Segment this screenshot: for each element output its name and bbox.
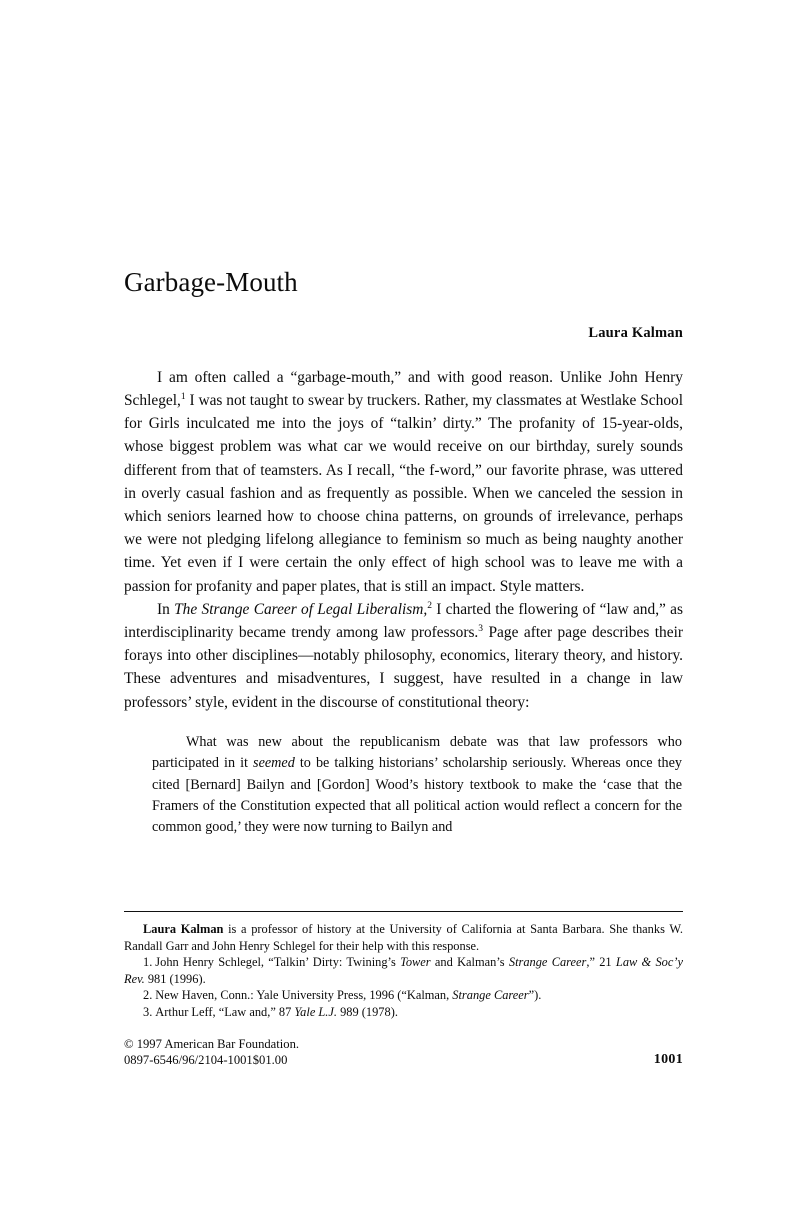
issn-line: 0897-6546/96/2104-1001$01.00 xyxy=(124,1053,288,1068)
footnote-reference-3[interactable]: 3 xyxy=(478,623,484,634)
footnote-3-part-2: 989 (1978). xyxy=(337,1004,398,1019)
footnote-1-part-3: ,” 21 xyxy=(586,955,616,970)
block-quotation xyxy=(124,732,683,839)
footnote-1-italic-3: Law & Soc’y Rev. xyxy=(124,955,683,986)
footnote-1-number: 1. xyxy=(143,955,153,970)
page-title: Garbage-Mouth xyxy=(124,267,298,297)
footnote-3 xyxy=(124,1004,683,1021)
author-credit-name: Laura Kalman xyxy=(143,922,224,936)
footnote-1-italic-2: Strange Career xyxy=(508,955,587,970)
footnote-1 xyxy=(124,954,683,987)
paragraph-2-text-part-3: Page after page describes their forays into other disciplines—notably philosophy, economics, literary theory, and history. These adventures and misadventures, I suggest, have resulted in a change in law professors’ style, evident in the discourse of constitutional theory: xyxy=(124,623,683,711)
footnote-3-number: 3. xyxy=(143,1004,153,1019)
paragraph-2-text-part-2: I charted the flowering of “law and,” as interdisciplinarity became trendy among law professors. xyxy=(124,600,683,641)
footnote-1-part-1: John Henry Schlegel, “Talkin’ Dirty: Twining’s xyxy=(155,955,401,970)
footnote-2-italic-1: Strange Career xyxy=(452,988,529,1003)
footnote-separator-rule xyxy=(124,911,683,912)
author-credit-note xyxy=(124,921,683,954)
paragraph-1-text-part-1: I am often called a “garbage-mouth,” and with good reason. Unlike John Henry Schlegel, xyxy=(124,368,683,409)
author-byline: Laura Kalman xyxy=(588,324,683,341)
footnote-2-part-1: New Haven, Conn.: Yale University Press, 1996 (“Kalman, xyxy=(155,988,453,1003)
page-number: 1001 xyxy=(653,1052,683,1067)
colophon-wrapper xyxy=(124,1036,683,1069)
blockquote-emphasis: seemed xyxy=(253,755,295,772)
body-paragraph-2 xyxy=(124,598,683,714)
book-title-italic: The Strange Career of Legal Liberalism, xyxy=(174,600,428,618)
footnote-1-part-2: and Kalman’s xyxy=(430,955,509,970)
blockquote-part-2: to be talking historians’ scholarship seriously. Whereas once they cited [Bernard] Bailyn and [Gordon] Wood’s history textbook to make the ‘case that the Framers of the Constitution expected that all political action would reflect a concern for the common good,’ they were now turning to Bailyn and xyxy=(152,755,682,836)
footnote-2-part-2: ”). xyxy=(528,988,542,1003)
footnote-reference-1[interactable]: 1 xyxy=(180,391,186,402)
paragraph-1-text-part-2: I was not taught to swear by truckers. Rather, my classmates at Westlake School for Girls inculcated me into the joys of “talkin’ dirty.” The profanity of 15-year-olds, whose biggest problem was what car we would receive on our birthday, surely sounds different from that of teamsters. As I recall, “the f-word,” our favorite phrase, was uttered in overly casual fashion and as frequently as possible. When we canceled the session in which seniors learned how to choose china patterns, on grounds of irrelevance, perhaps we were not pledging lifelong allegiance to feminism so much as being naughty another time. Yet even if I were certain the only effect of high school was to leave me with a passion for profanity and paper plates, that is still an impact. Style matters. xyxy=(124,391,683,595)
article-content xyxy=(124,0,683,839)
footnote-2 xyxy=(124,987,683,1004)
footnote-3-italic-1: Yale L.J. xyxy=(294,1004,337,1019)
body-paragraph-1 xyxy=(124,366,683,598)
footnote-1-italic-1: Tower xyxy=(400,955,431,970)
footnote-2-number: 2. xyxy=(143,988,153,1003)
footnotes-section xyxy=(124,921,683,1021)
footnote-reference-2[interactable]: 2 xyxy=(427,600,432,611)
colophon xyxy=(124,1036,683,1069)
footnote-1-part-4: 981 (1996). xyxy=(144,971,206,986)
footnote-3-part-1: Arthur Leff, “Law and,” 87 xyxy=(155,1004,295,1019)
author-credit-text: is a professor of history at the University of California at Santa Barbara. She thanks W. Randall Garr and John Henry Schlegel for their help with this response. xyxy=(124,922,684,953)
copyright-line: © 1997 American Bar Foundation. xyxy=(124,1037,300,1051)
blockquote-part-1: What was new about the republicanism debate was that law professors who participated in it xyxy=(152,733,682,772)
paragraph-2-text-part-1: In xyxy=(157,600,175,618)
